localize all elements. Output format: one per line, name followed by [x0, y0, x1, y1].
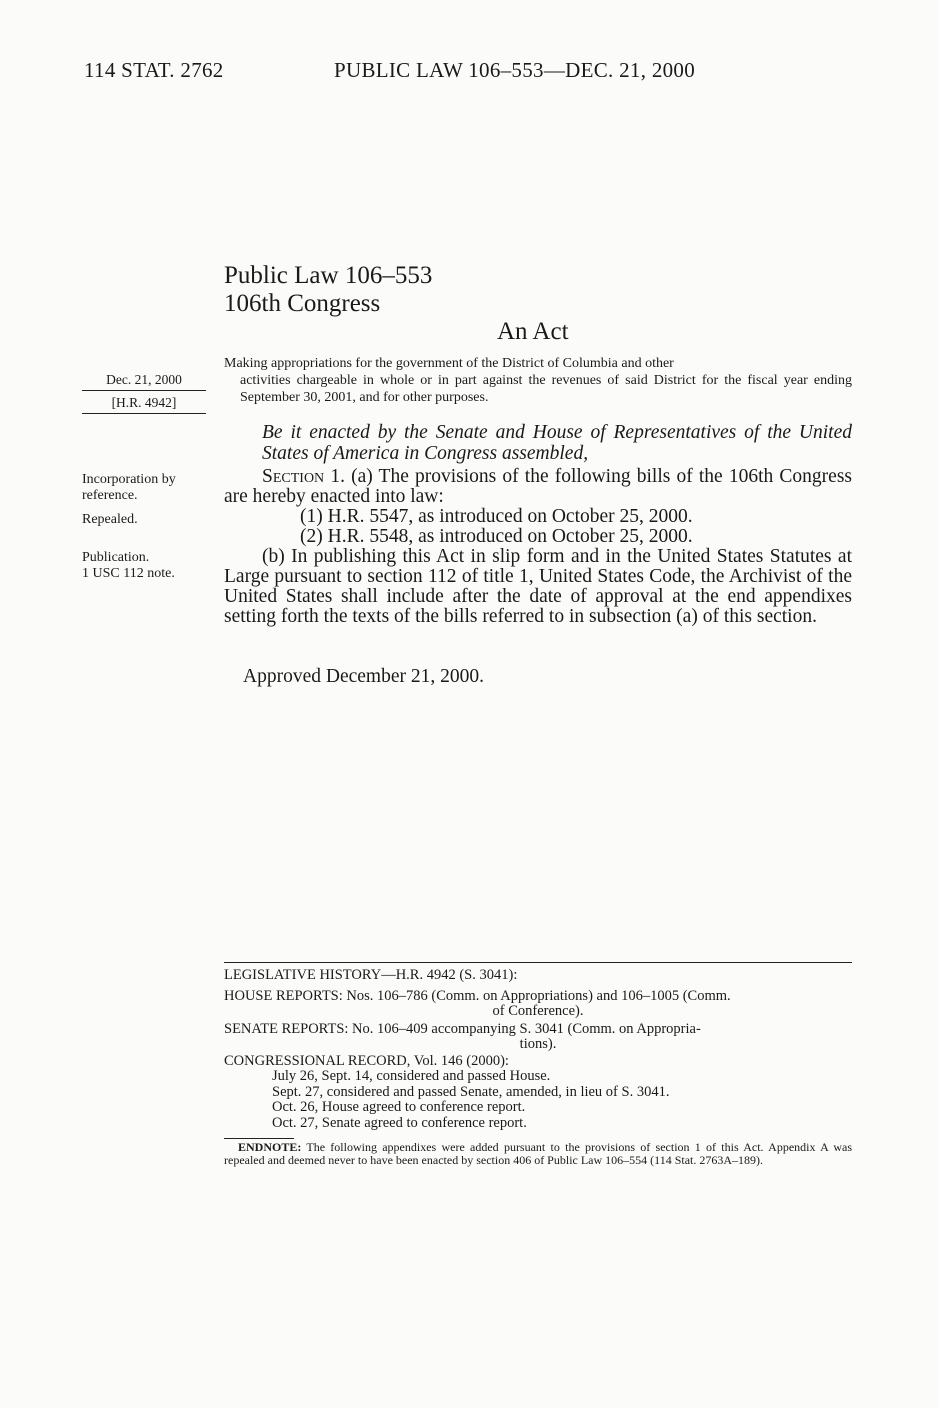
record-item: Sept. 27, considered and passed Senate, amended, in lieu of S. 3041. — [272, 1083, 670, 1100]
congressional-record-heading: CONGRESSIONAL RECORD, Vol. 146 (2000): — [224, 1052, 509, 1069]
endnote-rule — [224, 1138, 294, 1139]
margin-note-usc: 1 USC 112 note. — [82, 566, 175, 581]
enacting-clause-text: Be it enacted by the Senate and House of Representatives of the United States of America in Congress assembled, — [262, 422, 852, 464]
congress-number: 106th Congress — [224, 290, 381, 317]
law-title-block — [224, 262, 432, 318]
page-number: 114 STAT. 2762 — [84, 58, 224, 82]
public-law-number: Public Law 106–553 — [224, 262, 433, 289]
enacting-clause — [224, 422, 852, 464]
section-1a — [224, 467, 852, 507]
house-reports-continued: of Conference). — [492, 1003, 584, 1019]
endnote-label: ENDNOTE: — [238, 1140, 302, 1154]
margin-bill-number: [H.R. 4942] — [82, 391, 206, 414]
legislative-history-heading: LEGISLATIVE HISTORY—H.R. 4942 (S. 3041): — [224, 967, 518, 983]
margin-note-publication: Publication. — [82, 550, 150, 565]
approval-date: Approved December 21, 2000. — [243, 666, 484, 687]
section-1a-text: 1. (a) The provisions of the following bills of the 106th Congress are hereby enacted into law: — [224, 466, 852, 507]
margin-note-incorporation: Incorporation by reference. — [82, 472, 176, 503]
margin-date-box — [82, 372, 206, 414]
section-1 — [224, 467, 852, 627]
record-item: July 26, Sept. 14, considered and passed House. — [272, 1068, 551, 1084]
section-label: Section — [262, 466, 325, 487]
record-item: Oct. 27, Senate agreed to conference report. — [272, 1114, 527, 1131]
senate-reports-text: SENATE REPORTS: No. 106–409 accompanying S. 3041 (Comm. on Appropria- — [224, 1020, 701, 1037]
endnote-text: The following appendixes were added pursuant to the provisions of section 1 of this Act. Appendix A was repealed and deemed never to have been enacted by section 406 of Public Law 106–554 (114 Stat. 2763A–189). — [224, 1140, 852, 1167]
section-1a-item-1: (1) H.R. 5547, as introduced on October 25, 2000. — [300, 506, 693, 527]
record-item: Oct. 26, House agreed to conference report. — [272, 1099, 526, 1115]
senate-reports — [224, 1022, 852, 1053]
margin-note-repealed: Repealed. — [82, 512, 138, 527]
section-1a-item-2: (2) H.R. 5548, as introduced on October 25, 2000. — [300, 526, 693, 547]
margin-date: Dec. 21, 2000 — [82, 372, 206, 391]
section-1b: (b) In publishing this Act in slip form and in the United States Statutes at Large pursuant to section 112 of title 1, United States Code, the Archivist of the United States shall include after the date of approval at the end appendixes setting forth the texts of the bills referred to in subsection (a) of this section. — [224, 546, 852, 627]
running-head: PUBLIC LAW 106–553—DEC. 21, 2000 — [334, 58, 696, 82]
endnote — [224, 1138, 852, 1166]
senate-reports-continued: tions). — [519, 1036, 557, 1052]
house-reports-text: HOUSE REPORTS: Nos. 106–786 (Comm. on Appropriations) and 106–1005 (Comm. — [224, 987, 731, 1004]
house-reports — [224, 989, 852, 1020]
act-title: An Act — [497, 318, 569, 345]
legislative-history — [224, 962, 852, 1131]
act-purpose — [224, 355, 852, 406]
purpose-rest: activities chargeable in whole or in part against the revenues of said District for the fiscal year ending September 30, 2001, and for other purposes. — [240, 373, 852, 405]
purpose-first-line: Making appropriations for the government of the District of Columbia and other — [224, 356, 674, 371]
